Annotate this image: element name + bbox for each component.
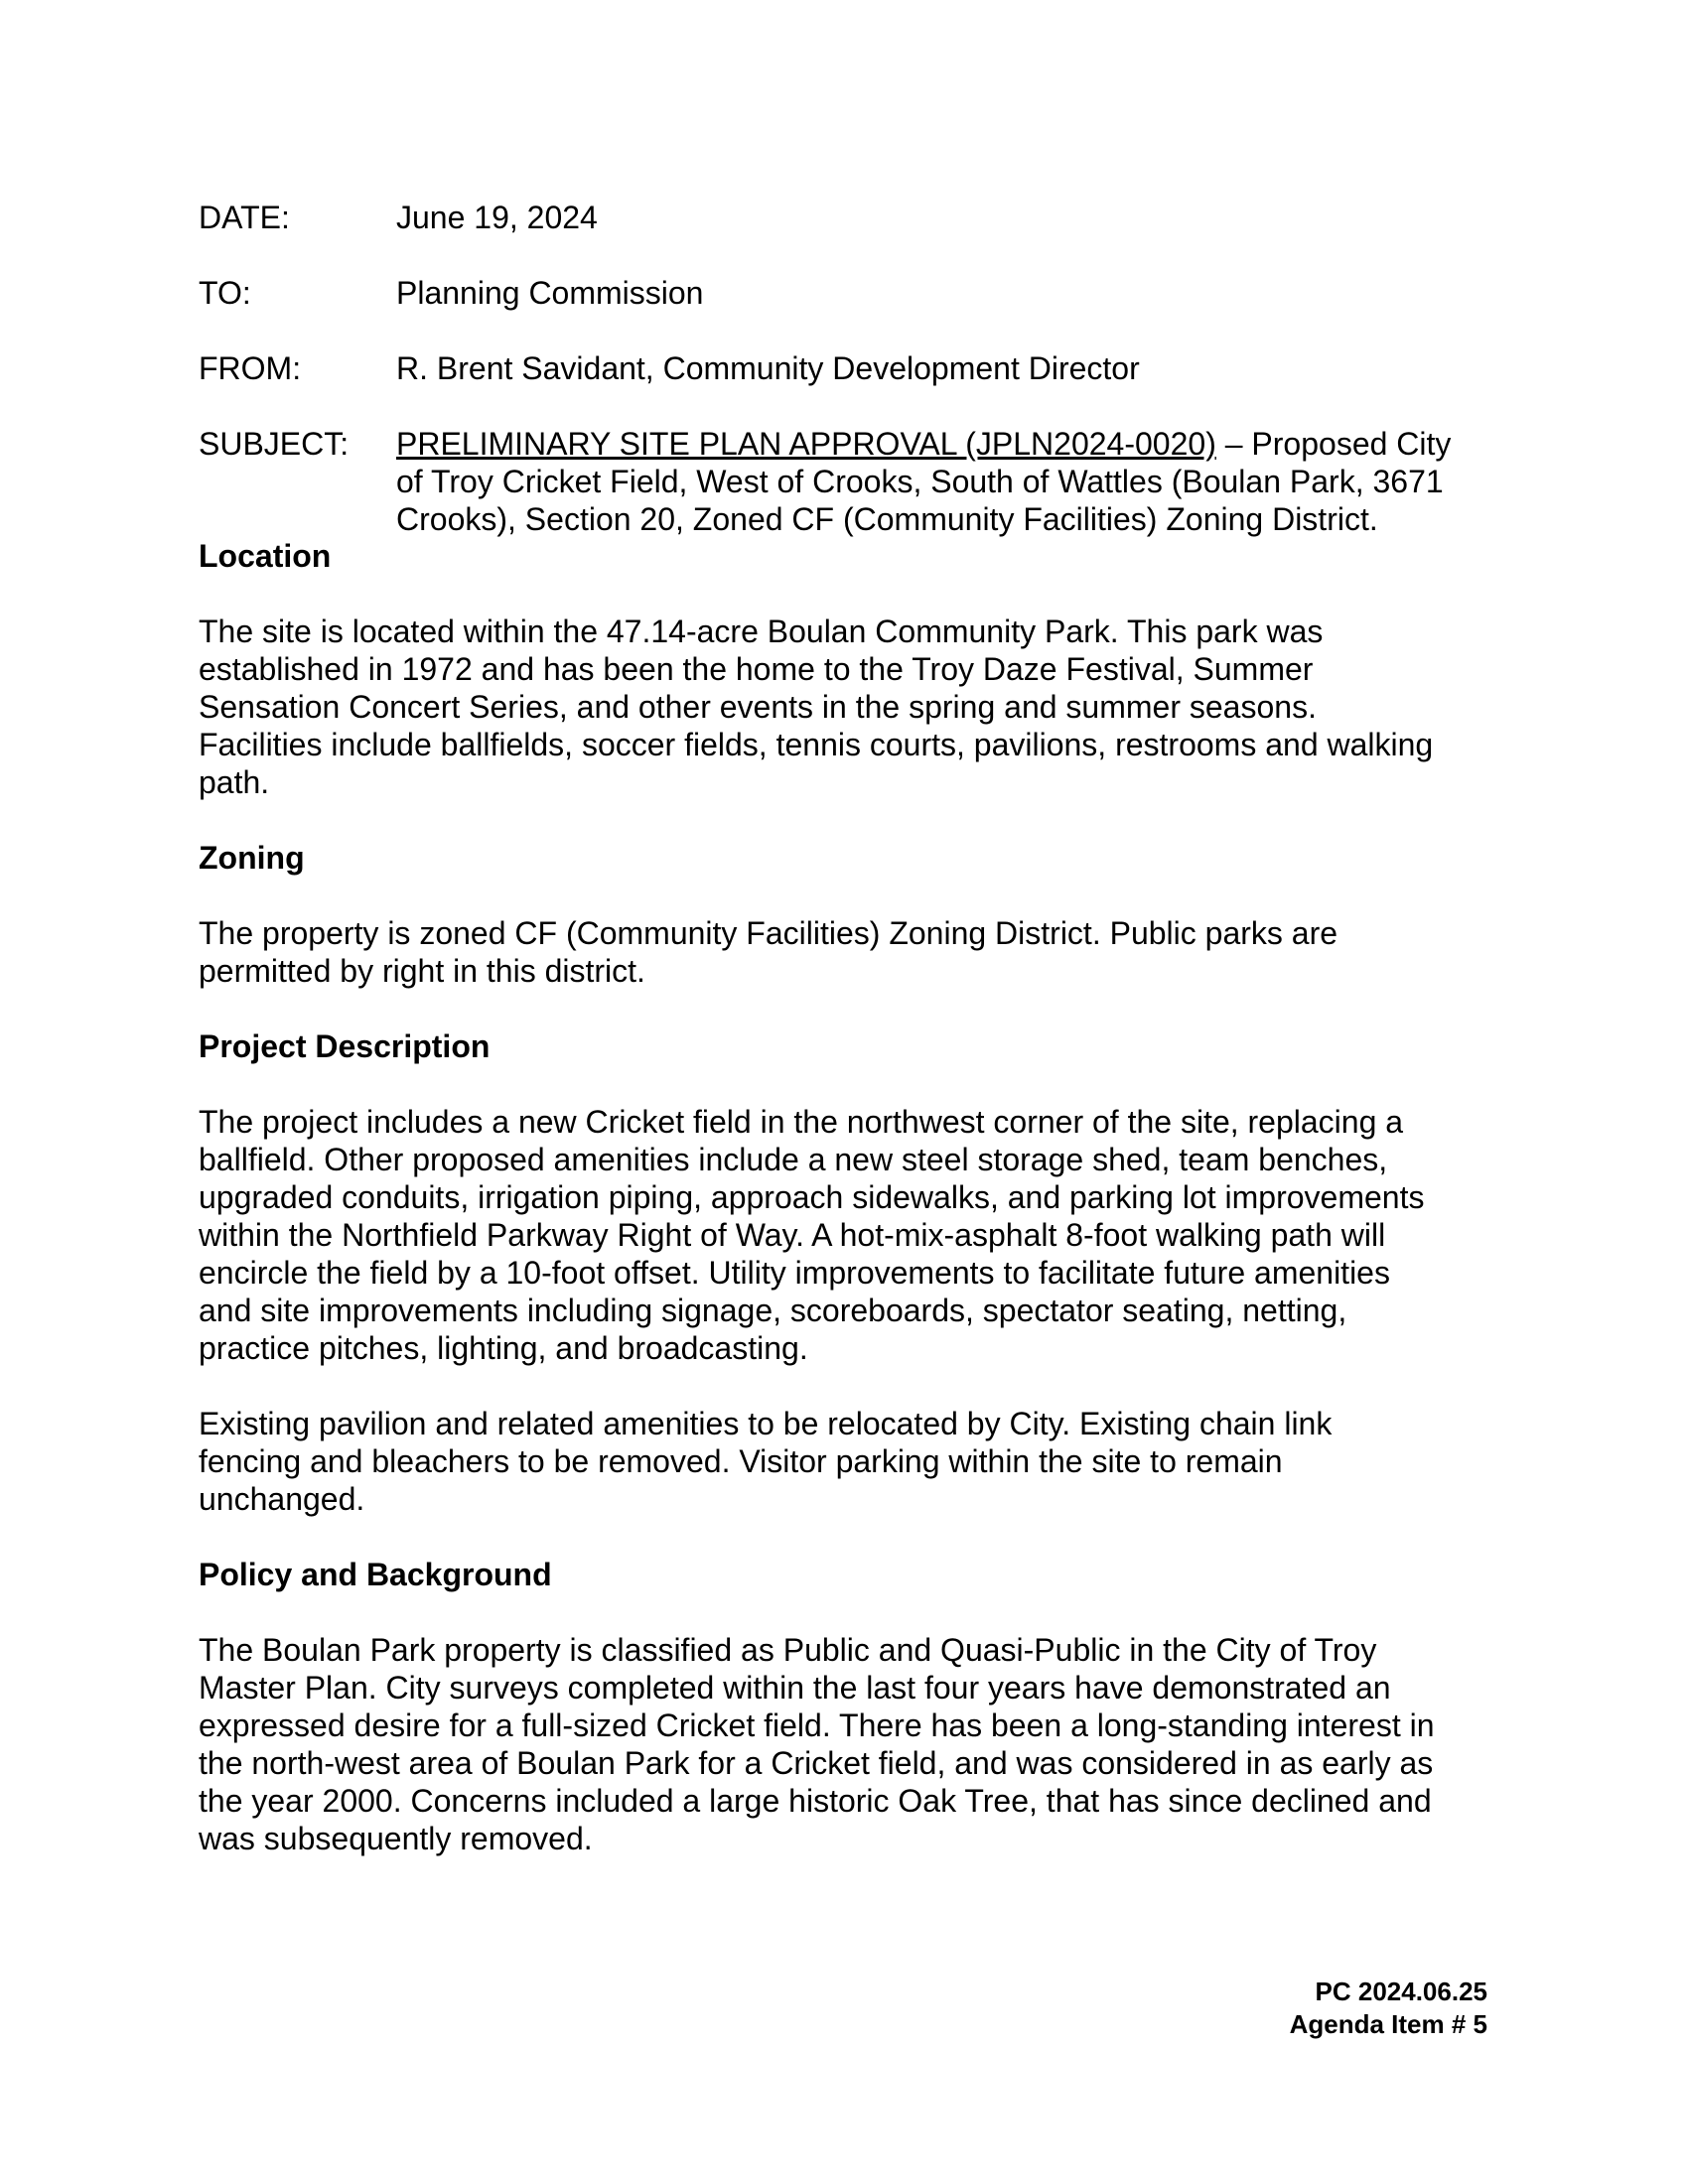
paragraph-line: path. — [199, 764, 270, 800]
location-paragraph — [199, 613, 1489, 801]
subject-line-2: of Troy Cricket Field, West of Crooks, South of Wattles (Boulan Park, 3671 — [396, 464, 1444, 499]
paragraph-line: The property is zoned CF (Community Facilities) Zoning District. Public parks are — [199, 915, 1338, 951]
date-label: DATE: — [199, 200, 290, 235]
paragraph-line: upgraded conduits, irrigation piping, approach sidewalks, and parking lot improvements — [199, 1179, 1425, 1215]
paragraph-line: The project includes a new Cricket field in the northwest corner of the site, replacing a — [199, 1104, 1404, 1140]
paragraph-line: Master Plan. City surveys completed within the last four years have demonstrated an — [199, 1670, 1391, 1706]
paragraph-line: within the Northfield Parkway Right of Way. A hot-mix-asphalt 8-foot walking path will — [199, 1217, 1386, 1253]
zoning-paragraph — [199, 914, 1489, 990]
to-label: TO: — [199, 275, 251, 311]
from-value: R. Brent Savidant, Community Development Director — [396, 350, 1140, 386]
policy-background-heading: Policy and Background — [199, 1557, 552, 1592]
paragraph-line: Facilities include ballfields, soccer fields, tennis courts, pavilions, restrooms and walking — [199, 727, 1434, 762]
location-heading: Location — [199, 538, 332, 574]
to-value: Planning Commission — [396, 275, 704, 311]
project-description-heading: Project Description — [199, 1028, 491, 1064]
policy-background-paragraph — [199, 1631, 1489, 1857]
paragraph-line: permitted by right in this district. — [199, 953, 645, 989]
from-label: FROM: — [199, 350, 302, 386]
paragraph-line: and site improvements including signage, scoreboards, spectator seating, netting, — [199, 1293, 1347, 1328]
project-description-paragraph-1 — [199, 1103, 1489, 1367]
subject-line-1 — [396, 425, 1488, 463]
meeting-code: PC 2024.06.25 — [1315, 1977, 1487, 2006]
paragraph-line: ballfield. Other proposed amenities include a new steel storage shed, team benches, — [199, 1142, 1388, 1177]
paragraph-line: Sensation Concert Series, and other events in the spring and summer seasons. — [199, 689, 1317, 725]
agenda-item-number: Agenda Item # 5 — [1289, 2009, 1487, 2039]
agenda-footer — [1290, 1976, 1487, 2041]
paragraph-line: The Boulan Park property is classified as Public and Quasi-Public in the City of Troy — [199, 1632, 1377, 1668]
paragraph-line: The site is located within the 47.14-acre Boulan Community Park. This park was — [199, 614, 1324, 649]
paragraph-line: fencing and bleachers to be removed. Visitor parking within the site to remain — [199, 1443, 1283, 1479]
project-description-paragraph-2 — [199, 1405, 1489, 1518]
paragraph-line: expressed desire for a full-sized Cricket field. There has been a long-standing interest in — [199, 1707, 1435, 1743]
subject-label: SUBJECT: — [199, 426, 350, 462]
subject-title-link: PRELIMINARY SITE PLAN APPROVAL (JPLN2024-0020) — [396, 426, 1216, 462]
paragraph-line: practice pitches, lighting, and broadcasting. — [199, 1330, 808, 1366]
paragraph-line: the north-west area of Boulan Park for a Cricket field, and was considered in as early as — [199, 1745, 1434, 1781]
subject-line-3: Crooks), Section 20, Zoned CF (Community Facilities) Zoning District. — [396, 501, 1378, 537]
subject-value — [396, 425, 1488, 538]
zoning-heading: Zoning — [199, 840, 305, 876]
paragraph-line: established in 1972 and has been the home to the Troy Daze Festival, Summer — [199, 651, 1314, 687]
paragraph-line: the year 2000. Concerns included a large historic Oak Tree, that has since declined and — [199, 1783, 1432, 1819]
paragraph-line: Existing pavilion and related amenities to be relocated by City. Existing chain link — [199, 1406, 1333, 1441]
subject-line-1-rest: – Proposed City — [1215, 426, 1452, 462]
date-value: June 19, 2024 — [396, 200, 598, 235]
paragraph-line: encircle the field by a 10-foot offset. Utility improvements to facilitate future amenities — [199, 1255, 1390, 1291]
paragraph-line: unchanged. — [199, 1481, 365, 1517]
paragraph-line: was subsequently removed. — [199, 1821, 593, 1856]
